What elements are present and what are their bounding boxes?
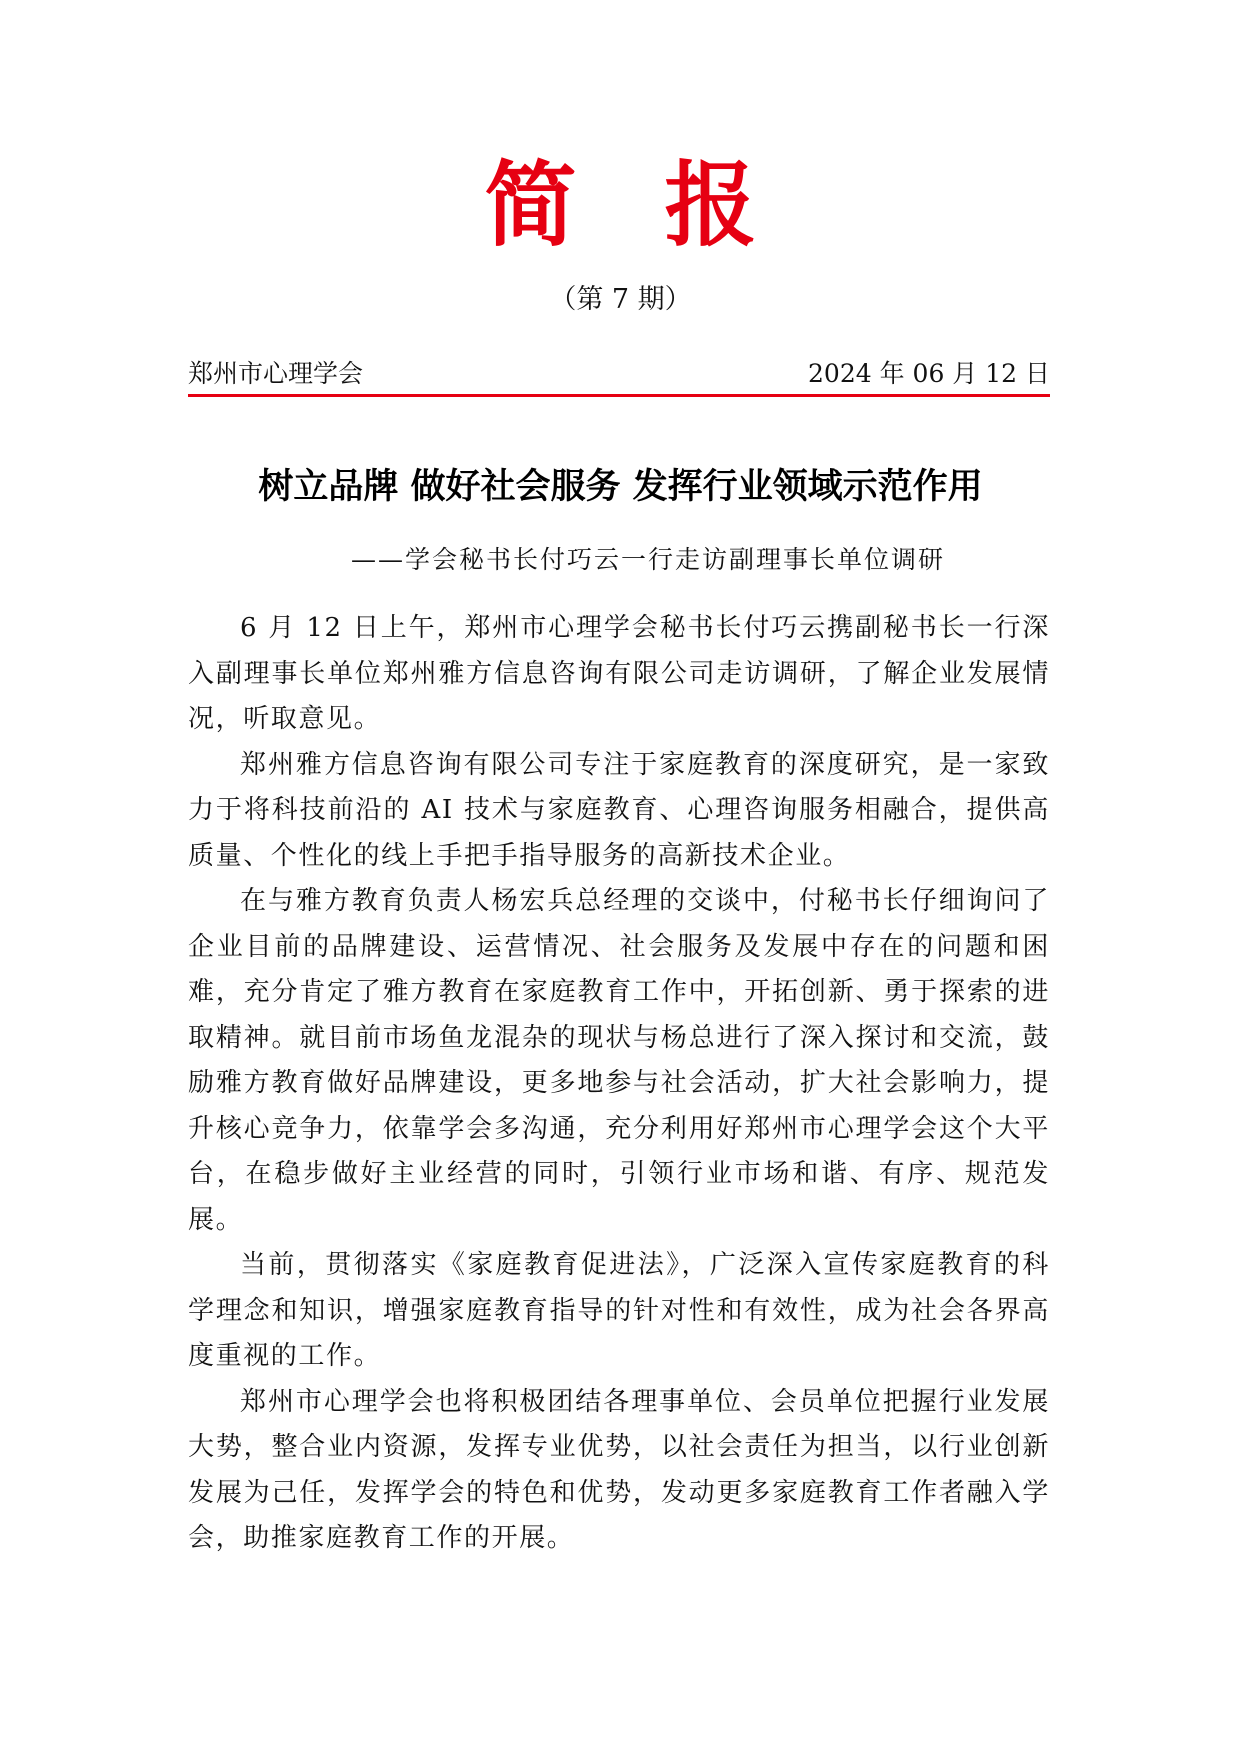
paragraph: 在与雅方教育负责人杨宏兵总经理的交谈中，付秘书长仔细询问了企业目前的品牌建设、运营情况、社会服务及发展中存在的问题和困难，充分肯定了雅方教育在家庭教育工作中，开拓创新、勇于探索的进取精神。就目前市场鱼龙混杂的现状与杨总进行了深入探讨和交流，鼓励雅方教育做好品牌建设，更多地参与社会活动，扩大社会影响力，提升核心竞争力，依靠学会多沟通，充分利用好郑州市心理学会这个大平台，在稳步做好主业经营的同时，引领行业市场和谐、有序、规范发展。 <box>188 886 1050 1235</box>
paragraph: 郑州雅方信息咨询有限公司专注于家庭教育的深度研究，是一家致力于将科技前沿的 AI 技术与家庭教育、心理咨询服务相融合，提供高质量、个性化的线上手把手指导服务的高新技术企业。 <box>188 749 1050 871</box>
issue-date: 2024 年 06 月 12 日 <box>808 359 1050 388</box>
paragraph: 6 月 12 日上午，郑州市心理学会秘书长付巧云携副秘书长一行深入副理事长单位郑州雅方信息咨询有限公司走访调研，了解企业发展情况，听取意见。 <box>188 613 1050 734</box>
issuer-name: 郑州市心理学会 <box>188 359 364 388</box>
meta-row <box>188 352 1050 392</box>
issue-number: （第 7 期） <box>549 284 692 315</box>
masthead-title: 简报 <box>484 151 845 259</box>
article-subtitle: ——学会秘书长付巧云一行走访副理事长单位调研 <box>350 545 945 574</box>
red-divider <box>188 394 1050 397</box>
paragraph: 郑州市心理学会也将积极团结各理事单位、会员单位把握行业发展大势，整合业内资源，发挥专业优势，以社会责任为担当，以行业创新发展为己任，发挥学会的特色和优势，发动更多家庭教育工作者融入学会，助推家庭教育工作的开展。 <box>188 1386 1050 1553</box>
article-headline: 树立品牌 做好社会服务 发挥行业领域示范作用 <box>258 467 983 507</box>
paragraph: 当前，贯彻落实《家庭教育促进法》，广泛深入宣传家庭教育的科学理念和知识，增强家庭教育指导的针对性和有效性，成为社会各界高度重视的工作。 <box>188 1250 1050 1371</box>
article-body <box>188 606 1050 1562</box>
